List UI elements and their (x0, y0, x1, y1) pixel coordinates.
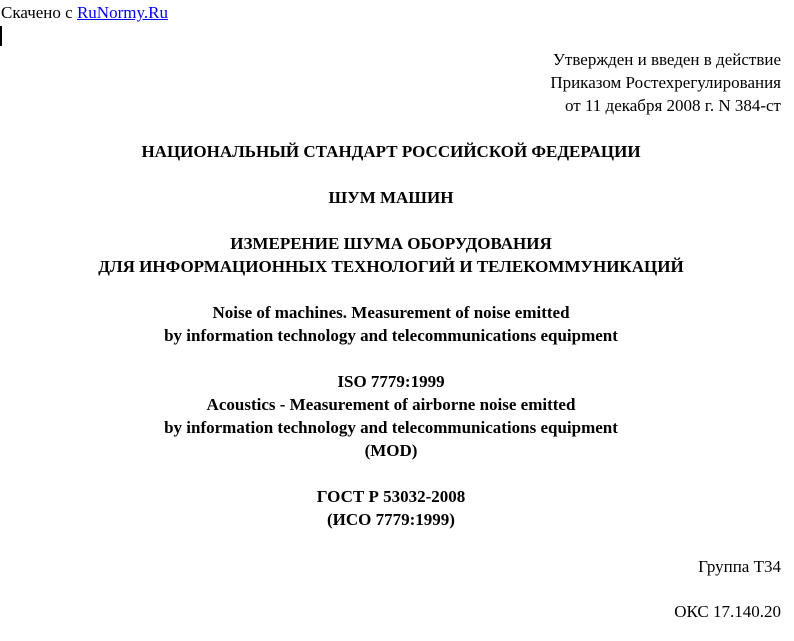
source-prefix: Скачено с (1, 3, 77, 22)
national-standard-heading (0, 140, 782, 163)
gost-number: ГОСТ Р 53032-2008 (316, 487, 466, 506)
title-english (0, 301, 782, 347)
iso-reference-block (0, 370, 782, 462)
oks-code: ОКС 17.140.20 (674, 602, 781, 621)
title-noise-of-machines (0, 186, 782, 209)
approval-order: Приказом Ростехрегулирования (550, 73, 781, 92)
approval-line: Утвержден и введен в действие (552, 50, 781, 69)
gost-iso-ref: (ИСО 7779:1999) (327, 510, 455, 529)
title-ru-line2: ДЛЯ ИНФОРМАЦИОННЫХ ТЕХНОЛОГИЙ И ТЕЛЕКОММУНИКАЦИЙ (98, 257, 684, 276)
iso-modification: (MOD) (364, 441, 418, 460)
title-ru-main: ШУМ МАШИН (328, 188, 454, 207)
title-measurement (0, 232, 782, 278)
text-cursor (0, 26, 2, 46)
title-ru-line1: ИЗМЕРЕНИЕ ШУМА ОБОРУДОВАНИЯ (230, 234, 552, 253)
national-heading-text: НАЦИОНАЛЬНЫЙ СТАНДАРТ РОССИЙСКОЙ ФЕДЕРАЦИИ (141, 142, 641, 161)
iso-title-line1: Acoustics - Measurement of airborne noise emitted (206, 395, 576, 414)
source-link[interactable]: RuNormy.Ru (76, 3, 168, 22)
group-code: Группа Т34 (698, 557, 781, 576)
gost-designation-block (0, 485, 782, 531)
iso-title-line2: by information technology and telecommunications equipment (164, 418, 618, 437)
title-en-line2: by information technology and telecommunications equipment (164, 326, 618, 345)
approval-date: от 11 декабря 2008 г. N 384-ст (564, 96, 781, 115)
iso-number: ISO 7779:1999 (337, 372, 445, 391)
approval-block (550, 48, 781, 117)
title-en-line1: Noise of machines. Measurement of noise emitted (212, 303, 570, 322)
source-line (1, 3, 168, 23)
